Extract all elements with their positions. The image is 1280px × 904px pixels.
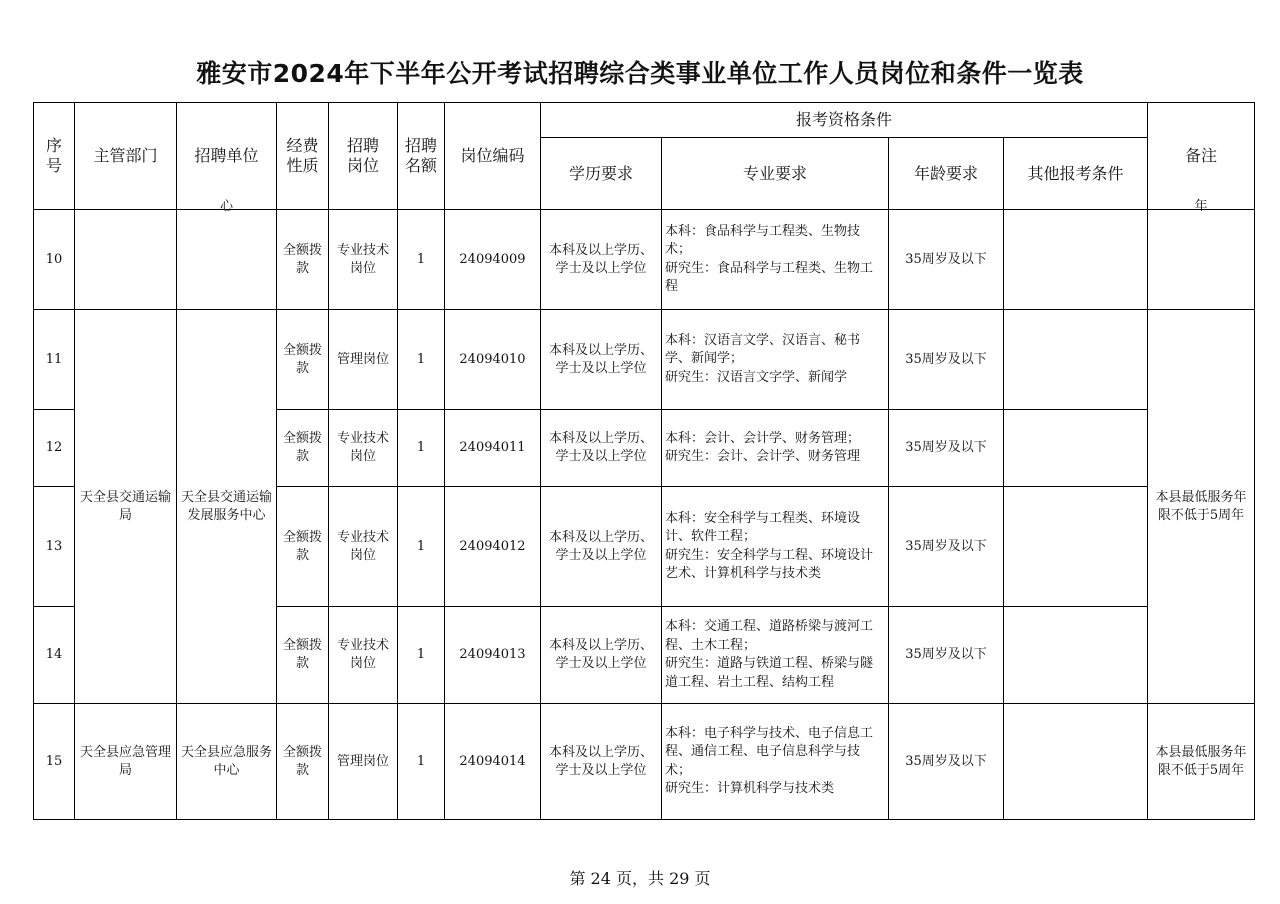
cell-post: 管理岗位 <box>329 704 398 820</box>
cell-post: 管理岗位 <box>329 310 398 410</box>
cell-age: 35周岁及以下 <box>889 410 1004 487</box>
cell-age: 35周岁及以下 <box>889 487 1004 607</box>
cell-edu: 本科及以上学历、学士及以上学位 <box>541 704 662 820</box>
cell-edu: 本科及以上学历、学士及以上学位 <box>541 410 662 487</box>
cell-edu: 本科及以上学历、学士及以上学位 <box>541 210 662 310</box>
cell-fund: 全额拨款 <box>277 310 329 410</box>
cell-age: 35周岁及以下 <box>889 310 1004 410</box>
cell-quota: 1 <box>398 704 445 820</box>
cell-major: 本科：电子科学与技术、电子信息工程、通信工程、电子信息科学与技术； 研究生：计算机科学与技术类 <box>662 704 889 820</box>
cell-other <box>1004 410 1148 487</box>
header-unit: 招聘单位 <box>177 103 277 210</box>
cell-post: 专业技术岗位 <box>329 607 398 704</box>
cell-fund: 全额拨款 <box>277 210 329 310</box>
cell-other <box>1004 704 1148 820</box>
cell-major: 本科：食品科学与工程类、生物技术； 研究生：食品科学与工程类、生物工程 <box>662 210 889 310</box>
header-note: 备注 <box>1148 103 1255 210</box>
cell-code: 24094012 <box>445 487 541 607</box>
cell-note: 本县最低服务年限不低于5周年 <box>1148 704 1255 820</box>
page-number: 第 24 页，共 29 页 <box>569 869 711 888</box>
cell-dept: 天全县交通运输局 <box>75 310 177 704</box>
cell-edu: 本科及以上学历、学士及以上学位 <box>541 607 662 704</box>
document-title: 雅安市2024年下半年公开考试招聘综合类事业单位工作人员岗位和条件一览表 <box>196 59 1084 88</box>
header-other: 其他报考条件 <box>1004 138 1148 210</box>
table-row <box>34 210 1255 310</box>
header-code: 岗位编码 <box>445 103 541 210</box>
cell-code: 24094011 <box>445 410 541 487</box>
cell-unit: 天全县交通运输发展服务中心 <box>177 310 277 704</box>
header-seq: 序号 <box>34 103 75 210</box>
cell-major: 本科：交通工程、道路桥梁与渡河工程、土木工程； 研究生：道路与铁道工程、桥梁与隧道工程、岩土工程、结构工程 <box>662 607 889 704</box>
cell-other <box>1004 210 1148 310</box>
cell-unit: 天全县应急服务中心 <box>177 704 277 820</box>
cell-post: 专业技术岗位 <box>329 210 398 310</box>
cell-major: 本科：安全科学与工程类、环境设计、软件工程； 研究生：安全科学与工程、环境设计艺术、计算机科学与技术类 <box>662 487 889 607</box>
cell-quota: 1 <box>398 210 445 310</box>
table-row <box>34 310 1255 410</box>
header-edu: 学历要求 <box>541 138 662 210</box>
header-post: 招聘岗位 <box>329 103 398 210</box>
cell-age: 35周岁及以下 <box>889 704 1004 820</box>
cell-fund: 全额拨款 <box>277 607 329 704</box>
cell-age: 35周岁及以下 <box>889 607 1004 704</box>
cell-code: 24094014 <box>445 704 541 820</box>
unit-carryover: 心 <box>219 199 233 214</box>
table-row <box>34 704 1255 820</box>
job-table <box>33 102 1255 820</box>
cell-other <box>1004 310 1148 410</box>
header-fund: 经费性质 <box>277 103 329 210</box>
cell-other <box>1004 607 1148 704</box>
cell-edu: 本科及以上学历、学士及以上学位 <box>541 310 662 410</box>
cell-major: 本科：汉语言文学、汉语言、秘书学、新闻学； 研究生：汉语言文字学、新闻学 <box>662 310 889 410</box>
header-major: 专业要求 <box>662 138 889 210</box>
cell-note <box>1148 199 1255 310</box>
table-header <box>34 103 1255 214</box>
cell-major: 本科：会计、会计学、财务管理； 研究生：会计、会计学、财务管理 <box>662 410 889 487</box>
header-dept: 主管部门 <box>75 103 177 210</box>
header-quota: 招聘名额 <box>398 103 445 210</box>
header-age: 年龄要求 <box>889 138 1004 210</box>
note-carryover: 年 <box>1194 199 1208 214</box>
cell-other <box>1004 487 1148 607</box>
cell-quota: 1 <box>398 487 445 607</box>
cell-quota: 1 <box>398 310 445 410</box>
cell-seq: 13 <box>34 487 75 607</box>
cell-code: 24094009 <box>445 210 541 310</box>
table-body <box>34 199 1255 820</box>
cell-dept: 天全县应急管理局 <box>75 704 177 820</box>
cell-seq: 15 <box>34 704 75 820</box>
cell-seq: 11 <box>34 310 75 410</box>
cell-note: 本县最低服务年限不低于5周年 <box>1148 310 1255 704</box>
cell-fund: 全额拨款 <box>277 487 329 607</box>
cell-code: 24094010 <box>445 310 541 410</box>
cell-seq: 10 <box>34 210 75 310</box>
cell-age: 35周岁及以下 <box>889 210 1004 310</box>
cell-post: 专业技术岗位 <box>329 487 398 607</box>
cell-edu: 本科及以上学历、学士及以上学位 <box>541 487 662 607</box>
cell-quota: 1 <box>398 410 445 487</box>
cell-fund: 全额拨款 <box>277 704 329 820</box>
cell-quota: 1 <box>398 607 445 704</box>
cell-dept <box>75 210 177 310</box>
cell-code: 24094013 <box>445 607 541 704</box>
cell-seq: 12 <box>34 410 75 487</box>
header-qualifications: 报考资格条件 <box>541 103 1148 138</box>
cell-post: 专业技术岗位 <box>329 410 398 487</box>
cell-seq: 14 <box>34 607 75 704</box>
cell-unit <box>177 199 277 310</box>
cell-fund: 全额拨款 <box>277 410 329 487</box>
